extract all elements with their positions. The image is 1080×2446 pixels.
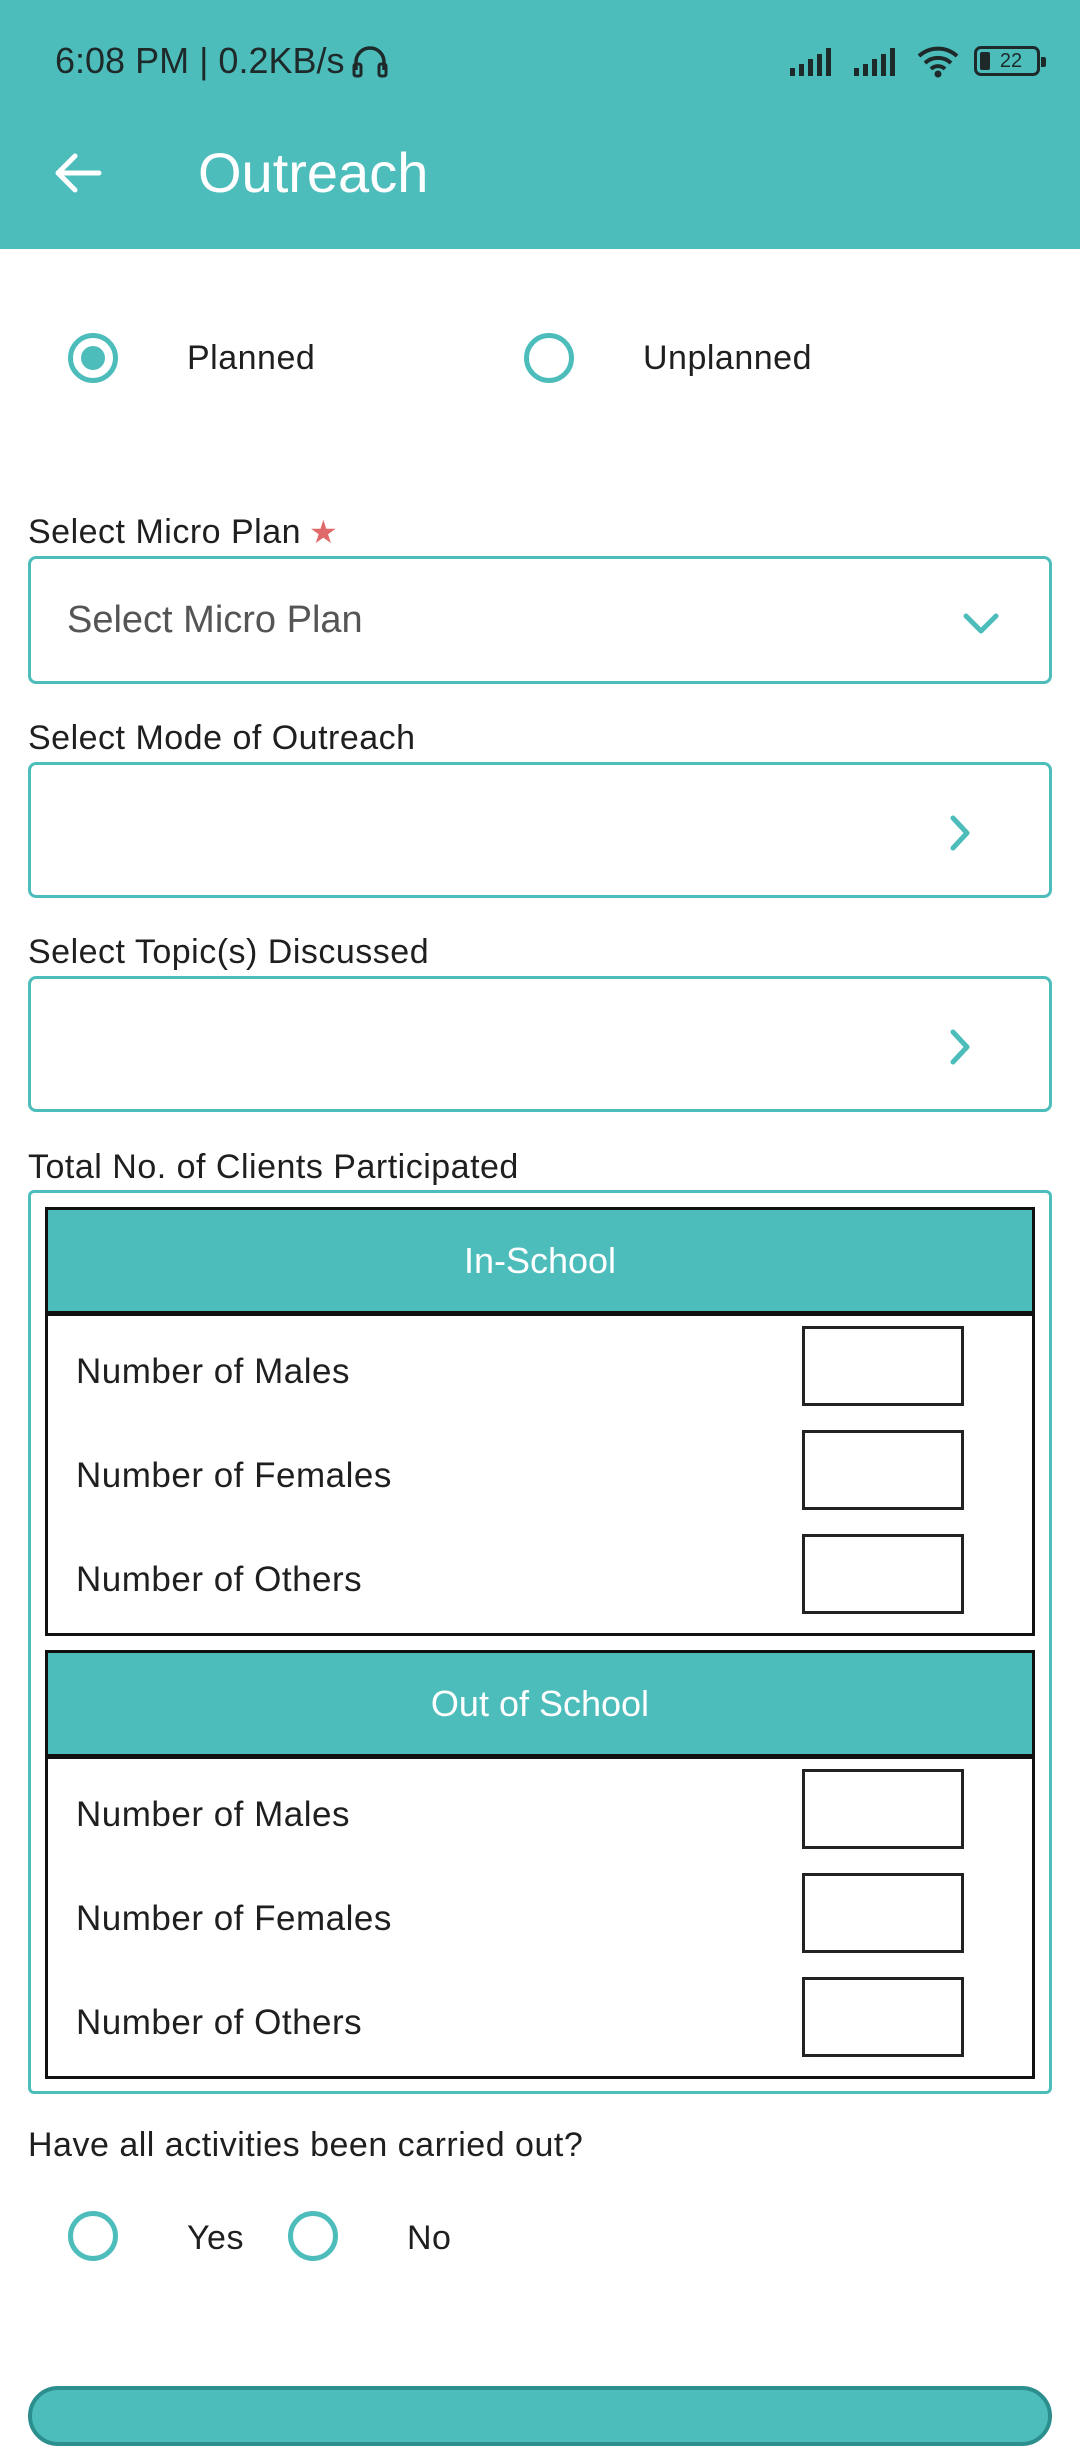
chevron-right-icon — [947, 1027, 973, 1067]
planned-radio[interactable] — [68, 333, 118, 383]
planned-radio-label[interactable]: Planned — [187, 339, 316, 377]
table-row — [48, 1863, 1032, 1967]
micro-plan-label-text: Select Micro Plan — [28, 513, 302, 551]
table-row — [48, 1967, 1032, 2071]
signal-icon — [788, 46, 838, 76]
submit-button[interactable] — [28, 2386, 1052, 2446]
yes-radio[interactable] — [68, 2211, 118, 2261]
chevron-right-icon — [947, 813, 973, 853]
headphones-icon — [351, 44, 389, 78]
out-of-school-females-input[interactable] — [802, 1873, 964, 1953]
status-icons — [788, 44, 1040, 78]
micro-plan-placeholder: Select Micro Plan — [67, 599, 363, 641]
unplanned-radio-label[interactable]: Unplanned — [643, 339, 812, 377]
out-of-school-others-input[interactable] — [802, 1977, 964, 2057]
app-header — [0, 0, 1080, 249]
in-school-females-label: Number of Females — [76, 1456, 392, 1495]
out-of-school-header: Out of School — [48, 1653, 1032, 1759]
micro-plan-label — [28, 513, 338, 552]
signal-icon — [852, 46, 902, 76]
status-time — [55, 40, 389, 82]
in-school-females-input[interactable] — [802, 1430, 964, 1510]
status-time-text: 6:08 PM | 0.2KB/s — [55, 40, 345, 81]
clients-panel — [28, 1190, 1052, 2094]
arrow-left-icon — [53, 151, 103, 195]
in-school-others-input[interactable] — [802, 1534, 964, 1614]
table-row — [48, 1759, 1032, 1863]
in-school-others-label: Number of Others — [76, 1560, 363, 1599]
yes-radio-label[interactable]: Yes — [187, 2219, 244, 2257]
in-school-header: In-School — [48, 1210, 1032, 1316]
battery-icon — [974, 46, 1040, 76]
no-radio-label[interactable]: No — [407, 2219, 452, 2257]
activities-question: Have all activities been carried out? — [28, 2126, 584, 2164]
out-of-school-group — [45, 1650, 1035, 2079]
in-school-group — [45, 1207, 1035, 1636]
topics-field[interactable] — [28, 976, 1052, 1112]
out-of-school-others-label: Number of Others — [76, 2003, 363, 2042]
out-of-school-females-label: Number of Females — [76, 1899, 392, 1938]
table-row — [48, 1524, 1032, 1628]
topics-label: Select Topic(s) Discussed — [28, 933, 430, 971]
out-of-school-males-label: Number of Males — [76, 1795, 350, 1834]
required-star-icon: ★ — [309, 514, 339, 550]
page-title: Outreach — [198, 141, 429, 204]
back-button[interactable] — [40, 135, 115, 210]
table-row — [48, 1420, 1032, 1524]
unplanned-radio[interactable] — [524, 333, 574, 383]
in-school-males-label: Number of Males — [76, 1352, 350, 1391]
mode-of-outreach-label: Select Mode of Outreach — [28, 719, 416, 757]
in-school-males-input[interactable] — [802, 1326, 964, 1406]
clients-label: Total No. of Clients Participated — [28, 1148, 519, 1186]
micro-plan-dropdown[interactable] — [28, 556, 1052, 684]
chevron-down-icon — [961, 611, 1001, 637]
table-row — [48, 1316, 1032, 1420]
wifi-icon — [916, 44, 960, 78]
mode-of-outreach-field[interactable] — [28, 762, 1052, 898]
battery-level: 22 — [999, 49, 1023, 72]
out-of-school-males-input[interactable] — [802, 1769, 964, 1849]
no-radio[interactable] — [288, 2211, 338, 2261]
